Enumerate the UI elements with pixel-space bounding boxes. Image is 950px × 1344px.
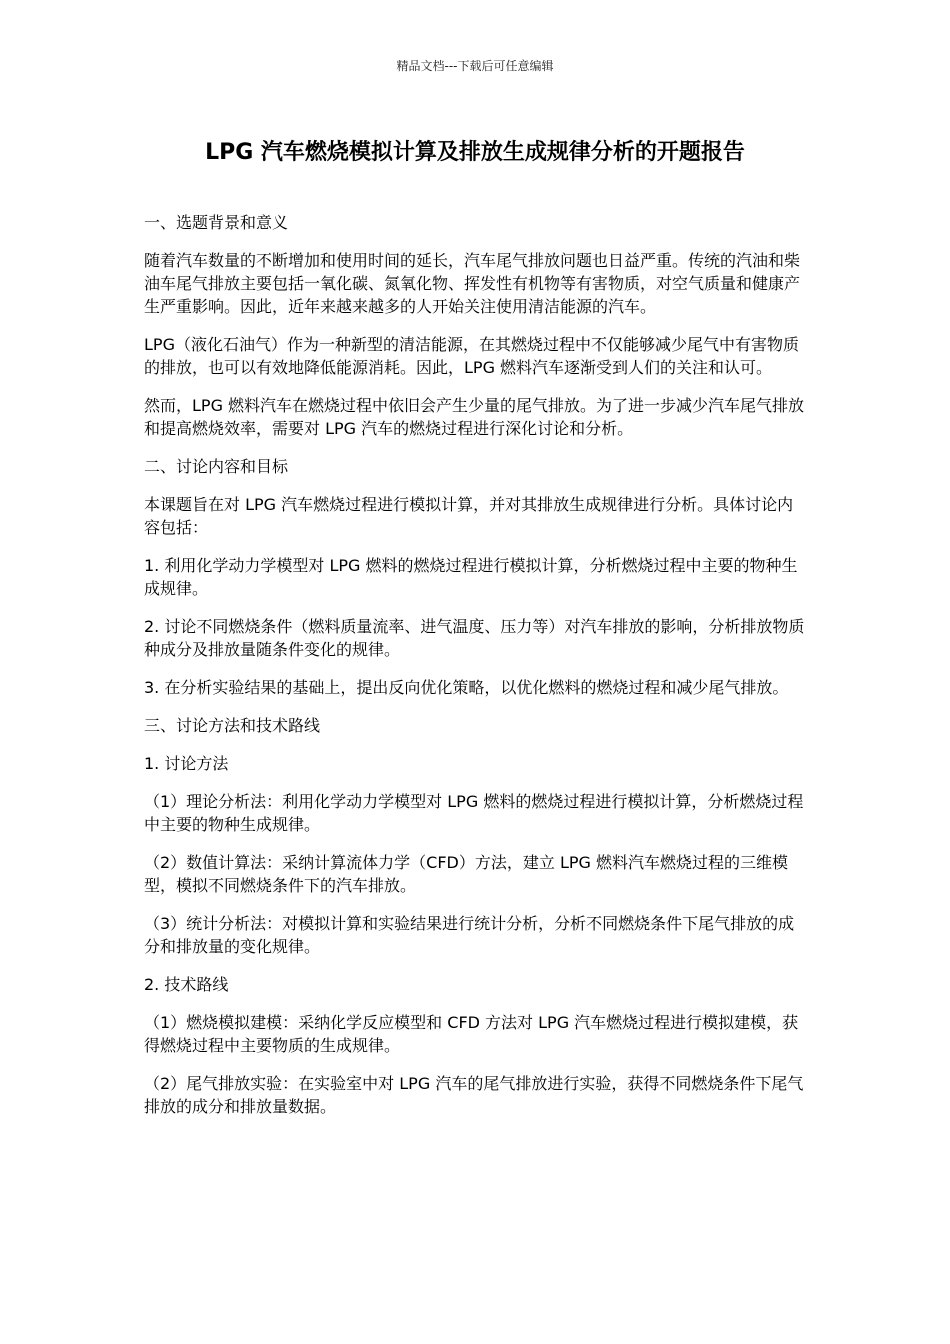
section-heading-background: 一、选题背景和意义	[144, 213, 289, 232]
section-heading-content: 二、讨论内容和目标	[144, 457, 289, 476]
list-item-route-2: （2）尾气排放实验：在实验室中对 LPG 汽车的尾气排放进行实验，获得不同燃烧条件下尾气排放的成分和排放量数据。	[144, 1074, 804, 1116]
list-item-method-1: （1）理论分析法：利用化学动力学模型对 LPG 燃料的燃烧过程进行模拟计算，分析燃烧过程中主要的物种生成规律。	[144, 792, 804, 834]
list-item-method-2: （2）数值计算法：采纳计算流体力学（CFD）方法，建立 LPG 燃料汽车燃烧过程的三维模型，模拟不同燃烧条件下的汽车排放。	[144, 853, 789, 895]
subheading-tech-route: 2. 技术路线	[144, 975, 229, 994]
header-note: 精品文档---下载后可任意编辑	[396, 59, 554, 73]
paragraph-background: 随着汽车数量的不断增加和使用时间的延长，汽车尾气排放问题也日益严重。传统的汽油和柴油车尾气排放主要包括一氧化碳、氮氧化物、挥发性有机物等有害物质，对空气质量和健康产生严重影响。因此，近年来越来越多的人开始关注使用清洁能源的汽车。	[144, 251, 801, 316]
section-heading-methods: 三、讨论方法和技术路线	[144, 716, 321, 735]
subheading-methods: 1. 讨论方法	[144, 754, 229, 773]
paragraph-problem: 然而，LPG 燃料汽车在燃烧过程中依旧会产生少量的尾气排放。为了进一步减少汽车尾气排放和提高燃烧效率，需要对 LPG 汽车的燃烧过程进行深化讨论和分析。	[144, 396, 805, 438]
list-item-content-3: 3. 在分析实验结果的基础上，提出反向优化策略，以优化燃料的燃烧过程和减少尾气排放。	[144, 678, 789, 697]
list-item-content-1: 1. 利用化学动力学模型对 LPG 燃料的燃烧过程进行模拟计算，分析燃烧过程中主要的物种生成规律。	[144, 556, 798, 598]
document-title: LPG 汽车燃烧模拟计算及排放生成规律分析的开题报告	[205, 140, 745, 165]
document-body	[144, 211, 808, 1133]
list-item-content-2: 2. 讨论不同燃烧条件（燃料质量流率、进气温度、压力等）对汽车排放的影响，分析排放物质种成分及排放量随条件变化的规律。	[144, 617, 805, 659]
paragraph-content-intro: 本课题旨在对 LPG 汽车燃烧过程进行模拟计算，并对其排放生成规律进行分析。具体讨论内容包括：	[144, 495, 794, 537]
list-item-method-3: （3）统计分析法：对模拟计算和实验结果进行统计分析，分析不同燃烧条件下尾气排放的成分和排放量的变化规律。	[144, 914, 795, 956]
paragraph-lpg-intro: LPG（液化石油气）作为一种新型的清洁能源，在其燃烧过程中不仅能够减少尾气中有害物质的排放，也可以有效地降低能源消耗。因此，LPG 燃料汽车逐渐受到人们的关注和认可。	[144, 335, 799, 377]
list-item-route-1: （1）燃烧模拟建模：采纳化学反应模型和 CFD 方法对 LPG 汽车燃烧过程进行模拟建模，获得燃烧过程中主要物质的生成规律。	[144, 1013, 799, 1055]
